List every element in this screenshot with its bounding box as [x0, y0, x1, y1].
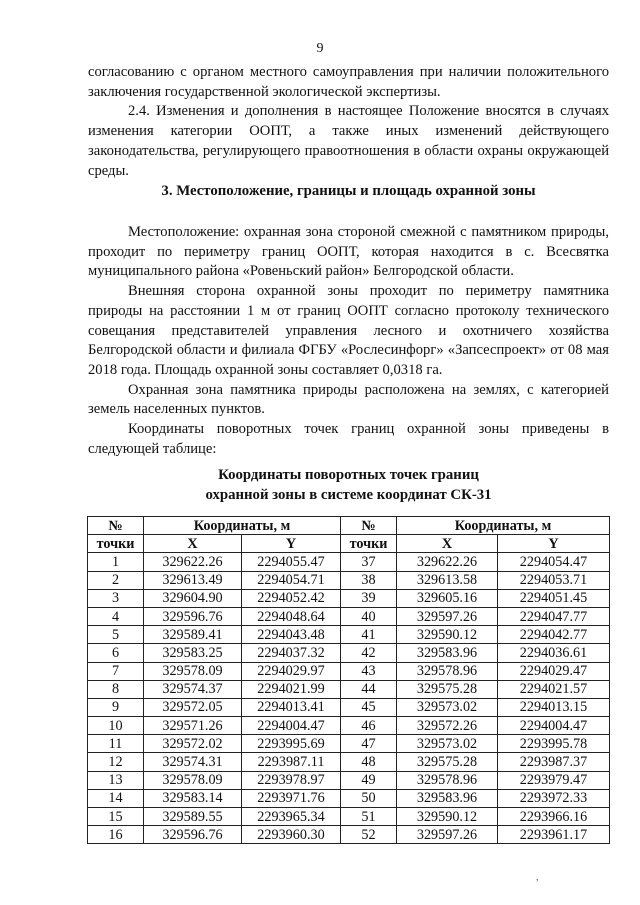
- y-value-cell: 2293979.47: [498, 771, 610, 789]
- section-heading: 3. Местоположение, границы и площадь охранной зоны: [161, 183, 536, 199]
- point-number-cell: 4: [88, 607, 144, 625]
- x-value-cell: 329575.28: [397, 680, 498, 698]
- point-number-cell: 51: [341, 808, 397, 826]
- x-value-cell: 329578.96: [397, 662, 498, 680]
- point-number-cell: 2: [88, 571, 144, 589]
- x-value-cell: 329622.26: [144, 553, 242, 571]
- y-value-cell: 2293978.97: [242, 771, 341, 789]
- point-number-cell: 49: [341, 771, 397, 789]
- point-number-cell: 46: [341, 717, 397, 735]
- y-value-cell: 2294054.47: [498, 553, 610, 571]
- table-title: [88, 465, 609, 505]
- header-number-right: №: [341, 517, 397, 535]
- point-number-cell: 7: [88, 662, 144, 680]
- y-value-cell: 2293965.34: [242, 808, 341, 826]
- header-coords-left: Координаты, м: [144, 517, 341, 535]
- point-number-cell: 41: [341, 626, 397, 644]
- y-value-cell: 2293995.78: [498, 735, 610, 753]
- y-value-cell: 2294004.47: [242, 717, 341, 735]
- x-value-cell: 329578.96: [397, 771, 498, 789]
- table-row: [88, 662, 610, 680]
- header-number-left: №: [88, 517, 144, 535]
- point-number-cell: 47: [341, 735, 397, 753]
- point-number-cell: 42: [341, 644, 397, 662]
- table-row: [88, 735, 610, 753]
- x-value-cell: 329590.12: [397, 808, 498, 826]
- paragraph-continuation: согласованию с органом местного самоуправления при наличии положительного заключения государственной экологической экспертизы.: [88, 64, 609, 100]
- x-value-cell: 329622.26: [397, 553, 498, 571]
- x-value-cell: 329613.49: [144, 571, 242, 589]
- table-row: [88, 826, 610, 844]
- y-value-cell: 2294013.15: [498, 698, 610, 716]
- x-value-cell: 329574.31: [144, 753, 242, 771]
- table-row: [88, 571, 610, 589]
- y-value-cell: 2294013.41: [242, 698, 341, 716]
- paragraph-outer-boundary: Внешняя сторона охранной зоны проходит по периметру памятника природы на расстоянии 1 м от границ ООПТ согласно протоколу технического совещания представителей управления лесного и охотничего хозяйства Белгородской области и филиала ФГБУ «Рослесинфорг» «Запсеспроект» от 08 мая 2018 года. Площадь охранной зоны составляет 0,0318 га.: [88, 283, 609, 378]
- y-value-cell: 2293961.17: [498, 826, 610, 844]
- y-value-cell: 2294053.71: [498, 571, 610, 589]
- x-value-cell: 329596.76: [144, 826, 242, 844]
- paragraph-land-category: Охранная зона памятника природы расположена на землях, с категорией земель населенных пунктов.: [88, 381, 609, 418]
- table-row: [88, 717, 610, 735]
- x-value-cell: 329605.16: [397, 589, 498, 607]
- table-row: [88, 680, 610, 698]
- point-number-cell: 16: [88, 826, 144, 844]
- header-y-left: Y: [242, 535, 341, 553]
- text-block-section: [88, 223, 609, 459]
- table-row: [88, 589, 610, 607]
- point-number-cell: 13: [88, 771, 144, 789]
- point-number-cell: 48: [341, 753, 397, 771]
- x-value-cell: 329589.41: [144, 626, 242, 644]
- x-value-cell: 329583.25: [144, 644, 242, 662]
- y-value-cell: 2294052.42: [242, 589, 341, 607]
- point-number-cell: 12: [88, 753, 144, 771]
- table-row: [88, 698, 610, 716]
- table-row: [88, 626, 610, 644]
- point-number-cell: 44: [341, 680, 397, 698]
- y-value-cell: 2294021.99: [242, 680, 341, 698]
- point-number-cell: 45: [341, 698, 397, 716]
- x-value-cell: 329575.28: [397, 753, 498, 771]
- x-value-cell: 329590.12: [397, 626, 498, 644]
- y-value-cell: 2294029.47: [498, 662, 610, 680]
- x-value-cell: 329589.55: [144, 808, 242, 826]
- point-number-cell: 39: [341, 589, 397, 607]
- x-value-cell: 329578.09: [144, 662, 242, 680]
- point-number-cell: 11: [88, 735, 144, 753]
- header-point-left: точки: [88, 535, 144, 553]
- y-value-cell: 2294055.47: [242, 553, 341, 571]
- x-value-cell: 329572.05: [144, 698, 242, 716]
- paragraph-2-4: 2.4. Изменения и дополнения в настоящее Положение вносятся в случаях изменения категории ООПТ, а также иных изменений действующего законодательства, регулирующего правоотношения в области охраны окружающей среды.: [88, 103, 609, 179]
- point-number-cell: 9: [88, 698, 144, 716]
- y-value-cell: 2294037.32: [242, 644, 341, 662]
- point-number-cell: 6: [88, 644, 144, 662]
- table-row: [88, 789, 610, 807]
- x-value-cell: 329613.58: [397, 571, 498, 589]
- table-title-line-1: Координаты поворотных точек границ: [218, 467, 479, 483]
- point-number-cell: 3: [88, 589, 144, 607]
- table-row: [88, 644, 610, 662]
- x-value-cell: 329583.96: [397, 644, 498, 662]
- coordinates-table: [87, 516, 610, 844]
- page-mark: ,: [536, 872, 539, 883]
- y-value-cell: 2293972.33: [498, 789, 610, 807]
- y-value-cell: 2294043.48: [242, 626, 341, 644]
- x-value-cell: 329572.26: [397, 717, 498, 735]
- point-number-cell: 10: [88, 717, 144, 735]
- y-value-cell: 2293971.76: [242, 789, 341, 807]
- point-number-cell: 1: [88, 553, 144, 571]
- table-row: [88, 771, 610, 789]
- x-value-cell: 329604.90: [144, 589, 242, 607]
- paragraph-location: Местоположение: охранная зона стороной смежной с памятником природы, проходит по периметру границ ООПТ, которая находится в с. Всесвятка муниципального района «Ровеньский район» Белгородской области.: [88, 224, 609, 280]
- y-value-cell: 2294029.97: [242, 662, 341, 680]
- x-value-cell: 329574.37: [144, 680, 242, 698]
- y-value-cell: 2293987.11: [242, 753, 341, 771]
- table-title-line-2: охранной зоны в системе координат СК-31: [205, 487, 492, 503]
- x-value-cell: 329572.02: [144, 735, 242, 753]
- point-number-cell: 37: [341, 553, 397, 571]
- header-point-right: точки: [341, 535, 397, 553]
- y-value-cell: 2293987.37: [498, 753, 610, 771]
- text-block-top: [88, 63, 609, 181]
- x-value-cell: 329573.02: [397, 698, 498, 716]
- point-number-cell: 38: [341, 571, 397, 589]
- x-value-cell: 329573.02: [397, 735, 498, 753]
- point-number-cell: 8: [88, 680, 144, 698]
- x-value-cell: 329583.14: [144, 789, 242, 807]
- point-number-cell: 15: [88, 808, 144, 826]
- point-number-cell: 5: [88, 626, 144, 644]
- point-number-cell: 14: [88, 789, 144, 807]
- x-value-cell: 329597.26: [397, 826, 498, 844]
- table-row: [88, 753, 610, 771]
- y-value-cell: 2294004.47: [498, 717, 610, 735]
- y-value-cell: 2294042.77: [498, 626, 610, 644]
- y-value-cell: 2293966.16: [498, 808, 610, 826]
- point-number-cell: 40: [341, 607, 397, 625]
- x-value-cell: 329571.26: [144, 717, 242, 735]
- x-value-cell: 329597.26: [397, 607, 498, 625]
- x-value-cell: 329578.09: [144, 771, 242, 789]
- x-value-cell: 329596.76: [144, 607, 242, 625]
- point-number-cell: 50: [341, 789, 397, 807]
- header-coords-right: Координаты, м: [397, 517, 610, 535]
- y-value-cell: 2293995.69: [242, 735, 341, 753]
- x-value-cell: 329583.96: [397, 789, 498, 807]
- y-value-cell: 2294036.61: [498, 644, 610, 662]
- y-value-cell: 2294048.64: [242, 607, 341, 625]
- table-row: [88, 607, 610, 625]
- table-row: [88, 553, 610, 571]
- header-x-right: X: [397, 535, 498, 553]
- page-number: 9: [316, 41, 324, 56]
- paragraph-coordinates-intro: Координаты поворотных точек границ охранной зоны приведены в следующей таблице:: [88, 421, 609, 457]
- y-value-cell: 2293960.30: [242, 826, 341, 844]
- header-y-right: Y: [498, 535, 610, 553]
- table-row: [88, 808, 610, 826]
- y-value-cell: 2294021.57: [498, 680, 610, 698]
- y-value-cell: 2294047.77: [498, 607, 610, 625]
- point-number-cell: 52: [341, 826, 397, 844]
- y-value-cell: 2294051.45: [498, 589, 610, 607]
- header-x-left: X: [144, 535, 242, 553]
- y-value-cell: 2294054.71: [242, 571, 341, 589]
- point-number-cell: 43: [341, 662, 397, 680]
